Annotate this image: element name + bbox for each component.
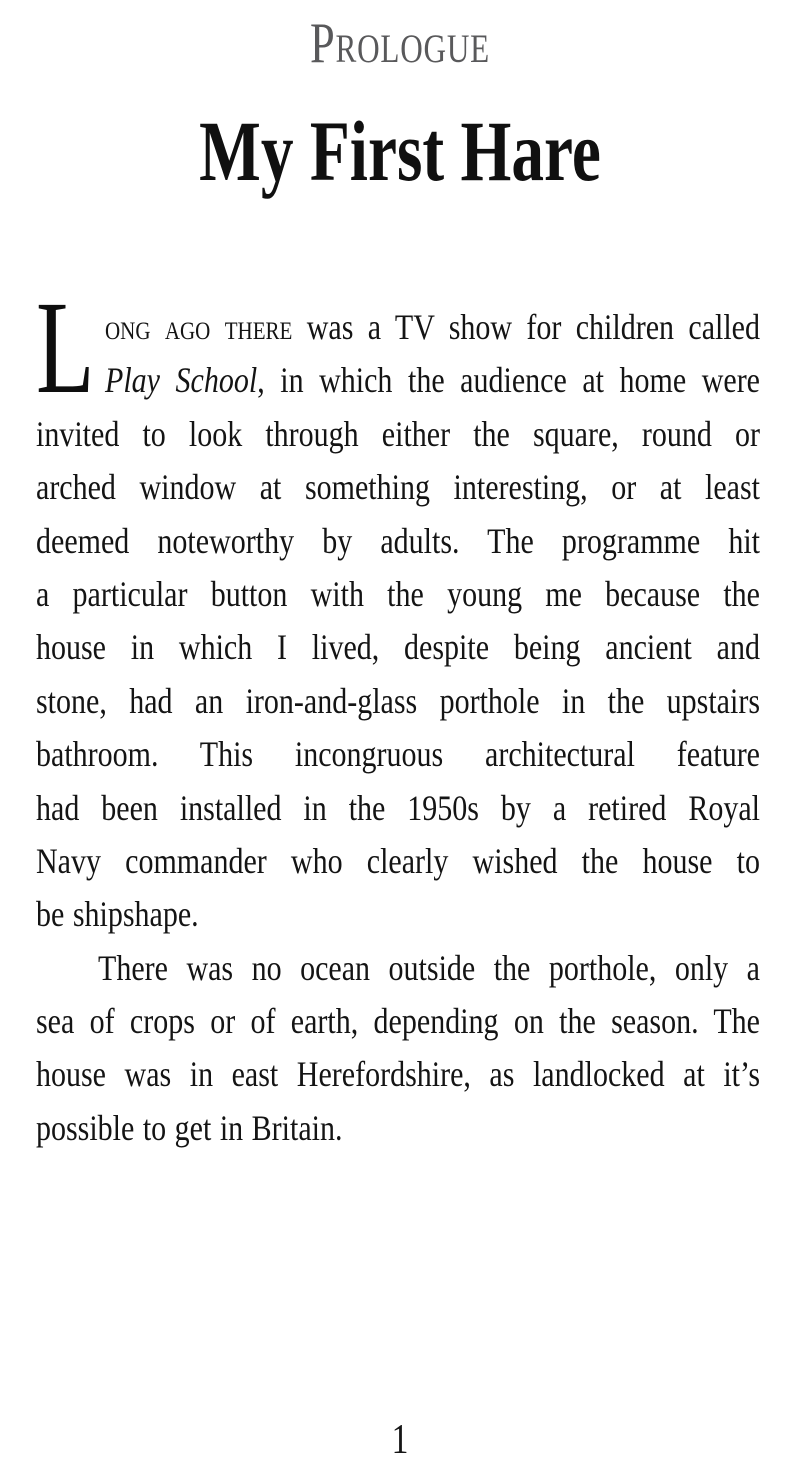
text-segment: arched window at something interesting, or at least [36, 467, 760, 508]
text-segment: deemed noteworthy by adults. The programme hit [36, 521, 760, 561]
text-segment: There was no ocean outside the porthole, only a [98, 948, 760, 988]
body-line [36, 1097, 760, 1161]
section-kicker: Prologue [309, 12, 491, 75]
page-number: 1 [391, 1417, 409, 1463]
paragraph [36, 942, 760, 1156]
text-segment: Navy commander who clearly wished the house to [36, 841, 760, 882]
italic-show-title: Play School [105, 361, 258, 401]
text-segment: was a TV show for children called [292, 307, 760, 348]
smallcaps-lead-in: ong ago there [105, 307, 293, 348]
text-segment: invited to look through either the square, round or [36, 414, 760, 455]
text-segment: bathroom. This incongruous architectural feature [36, 734, 760, 775]
text-segment: stone, had an iron-and-glass porthole in the upstairs [36, 681, 760, 721]
page-title: My First Hare [199, 103, 601, 199]
paragraph [36, 273, 760, 942]
text-segment: possible to get in Britain. [36, 1108, 343, 1149]
text-segment: be shipshape. [36, 894, 199, 935]
text-segment: , in which the audience at home were [257, 361, 760, 401]
text-segment: sea of crops or of earth, depending on the season. The [36, 1001, 760, 1042]
text-segment: house in which I lived, despite being ancient and [36, 628, 760, 668]
body-text [36, 273, 760, 1155]
text-segment: had been installed in the 1950s by a retired Royal [36, 788, 760, 828]
text-segment: a particular button with the young me because the [36, 574, 760, 615]
dropcap-letter: L [36, 273, 95, 421]
text-segment: house was in east Herefordshire, as landlocked at it’s [36, 1055, 760, 1095]
